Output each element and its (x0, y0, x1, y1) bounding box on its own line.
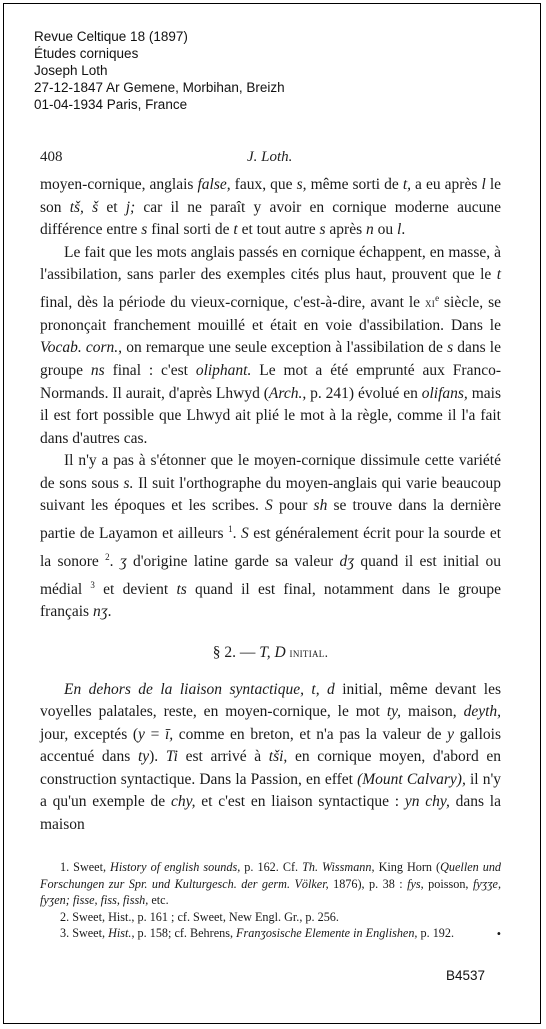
header-author: Joseph Loth (34, 63, 108, 78)
header-death: 01-04-1934 Paris, France (34, 97, 188, 112)
footnote-ref-1: 1 (228, 524, 233, 535)
page-number: 408 (40, 149, 63, 165)
paragraph-3: Il n'y a pas à s'étonner que le moyen-cornique dissimule cette variété de sons sous s. Il suit l'orthographe du moyen-anglais qui varie beaucoup suivant les époques et les scribes. S pour sh se trouve dans la dernière partie de Layamon et ailleurs $^1$. S est généralement écrit pour la sourde et la sonore $^2$. ʒ d'origine latine garde sa valeur dʒ quand il est initial ou médial $^3$ et devient ts quand il est final, notamment dans le groupe français nʒ. (40, 452, 502, 621)
header-birth: 27-12-1847 Ar Gemene, Morbihan, Breizh (34, 80, 285, 95)
footnote-2: 2. Sweet, Hist., p. 161 ; cf. Sweet, New Engl. Gr., p. 256. (60, 909, 339, 924)
archive-header (34, 28, 285, 113)
footnote-1: 1. Sweet, History of english sounds, p. 162. Cf. Th. Wissmann, King Horn (Quellen und Forschungen zur Spr. und Kulturgesch. der germ. Völker, 1876), p. 38 : fys, poisson, fyʒʒe, fyʒen; fisse, fiss, fissh, etc. (40, 860, 502, 908)
footnote-3: 3. Sweet, Hist., p. 158; cf. Behrens, Franʒosische Elemente in Englishen, p. 192. • (60, 926, 501, 942)
footnote-ref-2: 2 (105, 551, 110, 562)
page-frame (3, 3, 541, 1024)
body-text (40, 174, 501, 837)
footnotes (40, 859, 501, 942)
running-head-author: J. Loth. (247, 149, 293, 165)
paragraph-2: Le fait que les mots anglais passés en cornique échappent, en masse, à l'assibilation, sans parler des exemples cités plus haut, prouvent que le t final, dès la période du vieux-cornique, c'est-à-dire, avant le $xi^e$ siècle, se prononçait franchement mouillé et était en voie d'assibilation. Dans le Vocab. corn., on remarque une seule exception à l'assibilation de s dans le groupe ns final : c'est oliphant. Le mot a été emprunté aux Franco-Normands. Il aurait, d'après Lhwyd (Arch., p. 241) évolué en olifans, mais il est fort possible que Lhwyd ait plié le mot à la règle, comme il l'a fait dans d'autres cas. (40, 243, 502, 447)
paragraph-1: moyen-cornique, anglais false, faux, que s, même sorti de t, a eu après l le son tš, š et j; car il ne paraît y avoir en cornique moderne aucune différence entre s final sorti de t et tout autre s après n ou l. (40, 176, 502, 239)
header-journal: Revue Celtique 18 (1897) (34, 29, 188, 44)
footnote-ref-3: 3 (90, 579, 95, 590)
section-heading: § 2. — T, D initial. (212, 643, 329, 661)
page-dot: • (496, 927, 501, 942)
running-head (40, 149, 490, 169)
paragraph-4: En dehors de la liaison syntactique, t, d initial, même devant les voyelles palatales, reste, en moyen-cornique, le mot ty, maison, deyth, jour, exceptés (y = ī, comme en breton, et n'a pas la valeur de y gallois accentué dans ty). Ti est arrivé à tši, en cornique moyen, d'abord en construction syntactique. Dans la Passion, en effet (Mount Calvary), il n'y a qu'un exemple de chy, et c'est en liaison syntactique : yn chy, dans la maison (40, 680, 502, 834)
catalog-code: B4537 (446, 968, 486, 983)
header-title: Études corniques (34, 46, 139, 61)
